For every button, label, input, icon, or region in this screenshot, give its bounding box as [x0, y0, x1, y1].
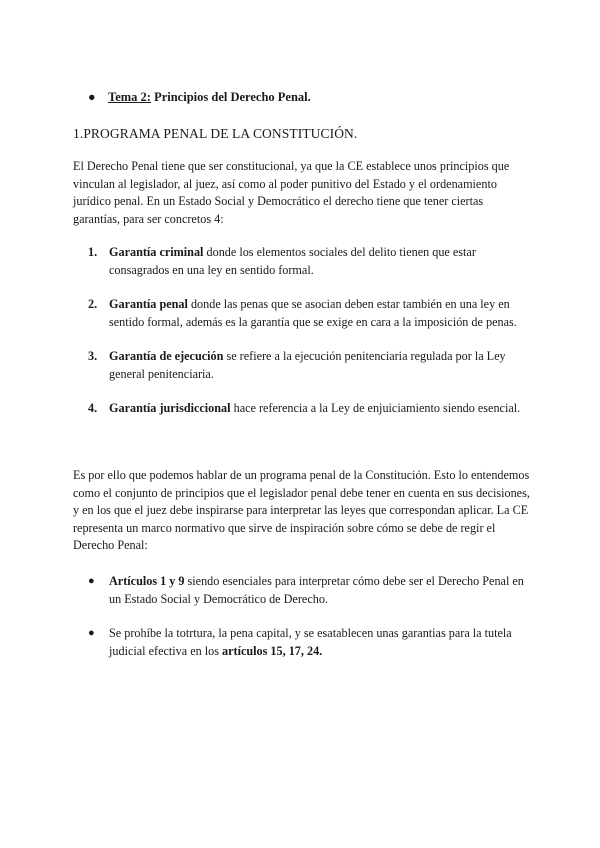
list-item: [88, 625, 533, 660]
list-item: [88, 573, 533, 608]
item-term: Garantía de ejecución: [109, 349, 224, 363]
item-number: 3.: [88, 349, 98, 363]
item-strong: Artículos 1 y 9: [109, 574, 185, 588]
item-tail: siendo esenciales para interpretar cómo debe ser el Derecho Penal en un Estado Social y Democrático de Derecho.: [109, 574, 524, 606]
topic-title: Principios del Derecho Penal.: [150, 90, 311, 104]
bullet-icon: ●: [88, 627, 95, 639]
section-heading: 1.PROGRAMA PENAL DE LA CONSTITUCIÓN.: [73, 126, 358, 141]
item-term: Garantía penal: [109, 297, 188, 311]
item-term: Garantía jurisdiccional: [109, 401, 231, 415]
list-item: [88, 400, 533, 418]
item-text: se refiere a la ejecución penitenciaria regulada por la Ley general penitenciaria.: [109, 349, 506, 381]
intro-paragraph: El Derecho Penal tiene que ser constitucional, ya que la CE establece unos principios que vinculan al legislador, al juez, así como al poder punitivo del Estado y el ordenamiento jurídico penal. En un Estado Social y Democrático el derecho tiene que tener ciertas garantías, para ser concretos 4:: [73, 159, 510, 226]
item-term: Garantía criminal: [109, 245, 204, 259]
item-number: 2.: [88, 297, 98, 311]
topic-label: Tema 2:: [108, 90, 151, 104]
guarantees-list: [88, 244, 533, 435]
item-number: 4.: [88, 401, 98, 415]
item-text: donde las penas que se asocian deben estar también en una ley en sentido formal, además es la garantía que se exige en cara a la imposición de penas.: [109, 297, 517, 329]
list-item: [88, 348, 533, 383]
item-strong: artículos 15, 17, 24.: [222, 643, 323, 658]
item-lead: Se prohíbe la totrtura, la pena capital, y se esatablecen unas garantias para la tutela judicial efectiva en los: [109, 626, 512, 658]
closing-paragraph: Es por ello que podemos hablar de un programa penal de la Constitución. Esto lo entendemos como el conjunto de principios que el legislador penal debe tener en cuenta en sus decisiones, y en los que el juez debe inspirarse para interpretar las leyes que correspondan aplicar. La CE representa un marco normativo que sirve de inspiración sobre cómo se debe de regir el Derecho Penal:: [73, 468, 530, 552]
item-number: 1.: [88, 245, 98, 259]
articles-list: [88, 573, 533, 677]
item-text: hace referencia a la Ley de enjuiciamiento siendo esencial.: [230, 401, 521, 415]
topic-line: [88, 89, 311, 107]
item-text: donde los elementos sociales del delito tienen que estar consagrados en una ley en sentido formal.: [109, 245, 476, 277]
list-item: [88, 296, 533, 331]
list-item: [88, 244, 533, 279]
bullet-icon: ●: [88, 575, 95, 587]
bullet-icon: ●: [88, 90, 96, 104]
